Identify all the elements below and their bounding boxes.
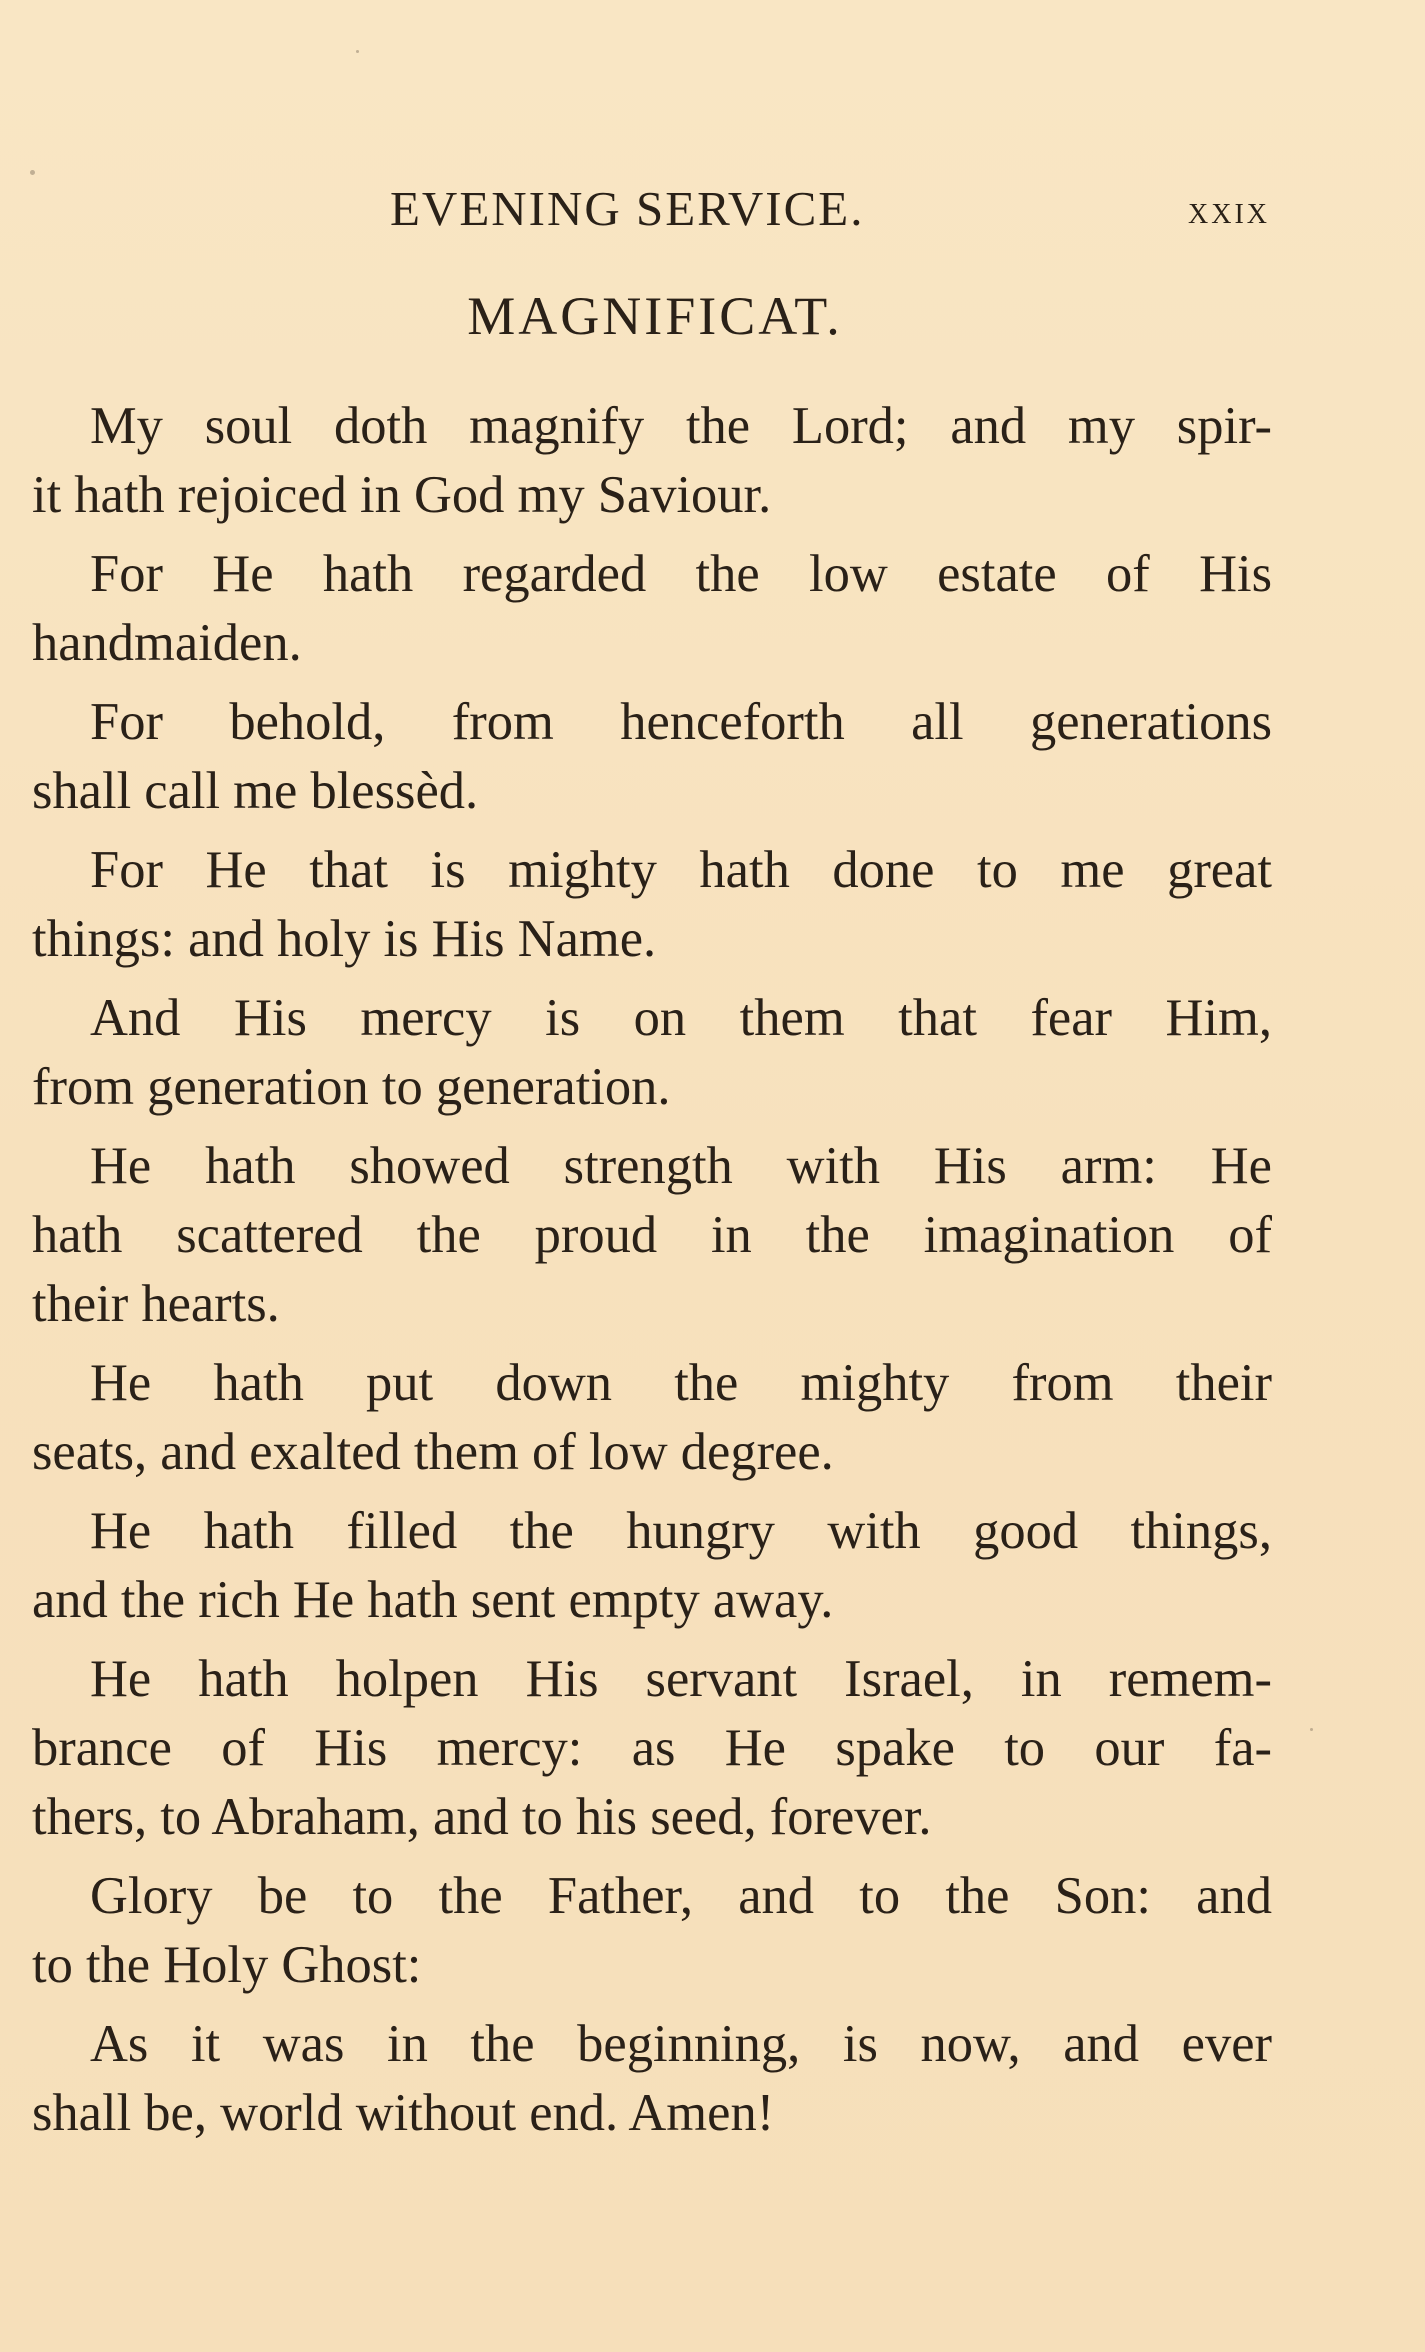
verse-line: seats, and exalted them of low degree.: [32, 1423, 834, 1481]
verse: [32, 1349, 1272, 1487]
page-number: xxix: [1188, 187, 1270, 232]
verse-line: My soul doth magnify the Lord; and my spir-: [90, 397, 1272, 455]
running-head: [0, 180, 1425, 240]
verse-line: For behold, from henceforth all generations: [90, 693, 1272, 751]
verse-line: Glory be to the Father, and to the Son: and: [90, 1867, 1272, 1925]
verse: [32, 1862, 1272, 2000]
verse-line: He hath filled the hungry with good things,: [90, 1502, 1272, 1560]
paper-speck: [30, 170, 35, 175]
verse-line: For He that is mighty hath done to me great: [90, 841, 1272, 899]
verse: [32, 540, 1272, 678]
verse-line: He hath put down the mighty from their: [90, 1354, 1272, 1412]
paper-speck: [1310, 1728, 1313, 1731]
verse: [32, 2010, 1272, 2148]
verse-line: their hearts.: [32, 1275, 280, 1333]
verse-line: shall call me blessèd.: [32, 762, 479, 820]
verse-line: shall be, world without end. Amen!: [32, 2084, 775, 2142]
verse-line: and the rich He hath sent empty away.: [32, 1571, 834, 1629]
verse-line: He hath holpen His servant Israel, in remem-: [90, 1650, 1272, 1708]
verse: [32, 984, 1272, 1122]
verse-line: it hath rejoiced in God my Saviour.: [32, 466, 772, 524]
verse: [32, 1497, 1272, 1635]
verse-line: For He hath regarded the low estate of His: [90, 545, 1272, 603]
verse: [32, 688, 1272, 826]
canticle-title: MAGNIFICAT.: [467, 286, 843, 346]
verse-line: things: and holy is His Name.: [32, 910, 657, 968]
verse-line: from generation to generation.: [32, 1058, 671, 1116]
running-title: EVENING SERVICE.: [390, 181, 865, 236]
verse-line: to the Holy Ghost:: [32, 1936, 422, 1994]
verse: [32, 1645, 1272, 1852]
verse-line: brance of His mercy: as He spake to our fa-: [32, 1719, 1272, 1777]
verse-line: And His mercy is on them that fear Him,: [90, 989, 1272, 1047]
verse: [32, 1132, 1272, 1339]
verse-line: hath scattered the proud in the imagination of: [32, 1206, 1272, 1264]
verse: [32, 392, 1272, 530]
verse: [32, 836, 1272, 974]
verse-line: thers, to Abraham, and to his seed, forever.: [32, 1788, 932, 1846]
paper-speck: [356, 50, 359, 53]
verse-line: He hath showed strength with His arm: He: [90, 1137, 1272, 1195]
verse-line: As it was in the beginning, is now, and ever: [90, 2015, 1272, 2073]
verse-line: handmaiden.: [32, 614, 302, 672]
canticle-text: [32, 392, 1272, 2158]
